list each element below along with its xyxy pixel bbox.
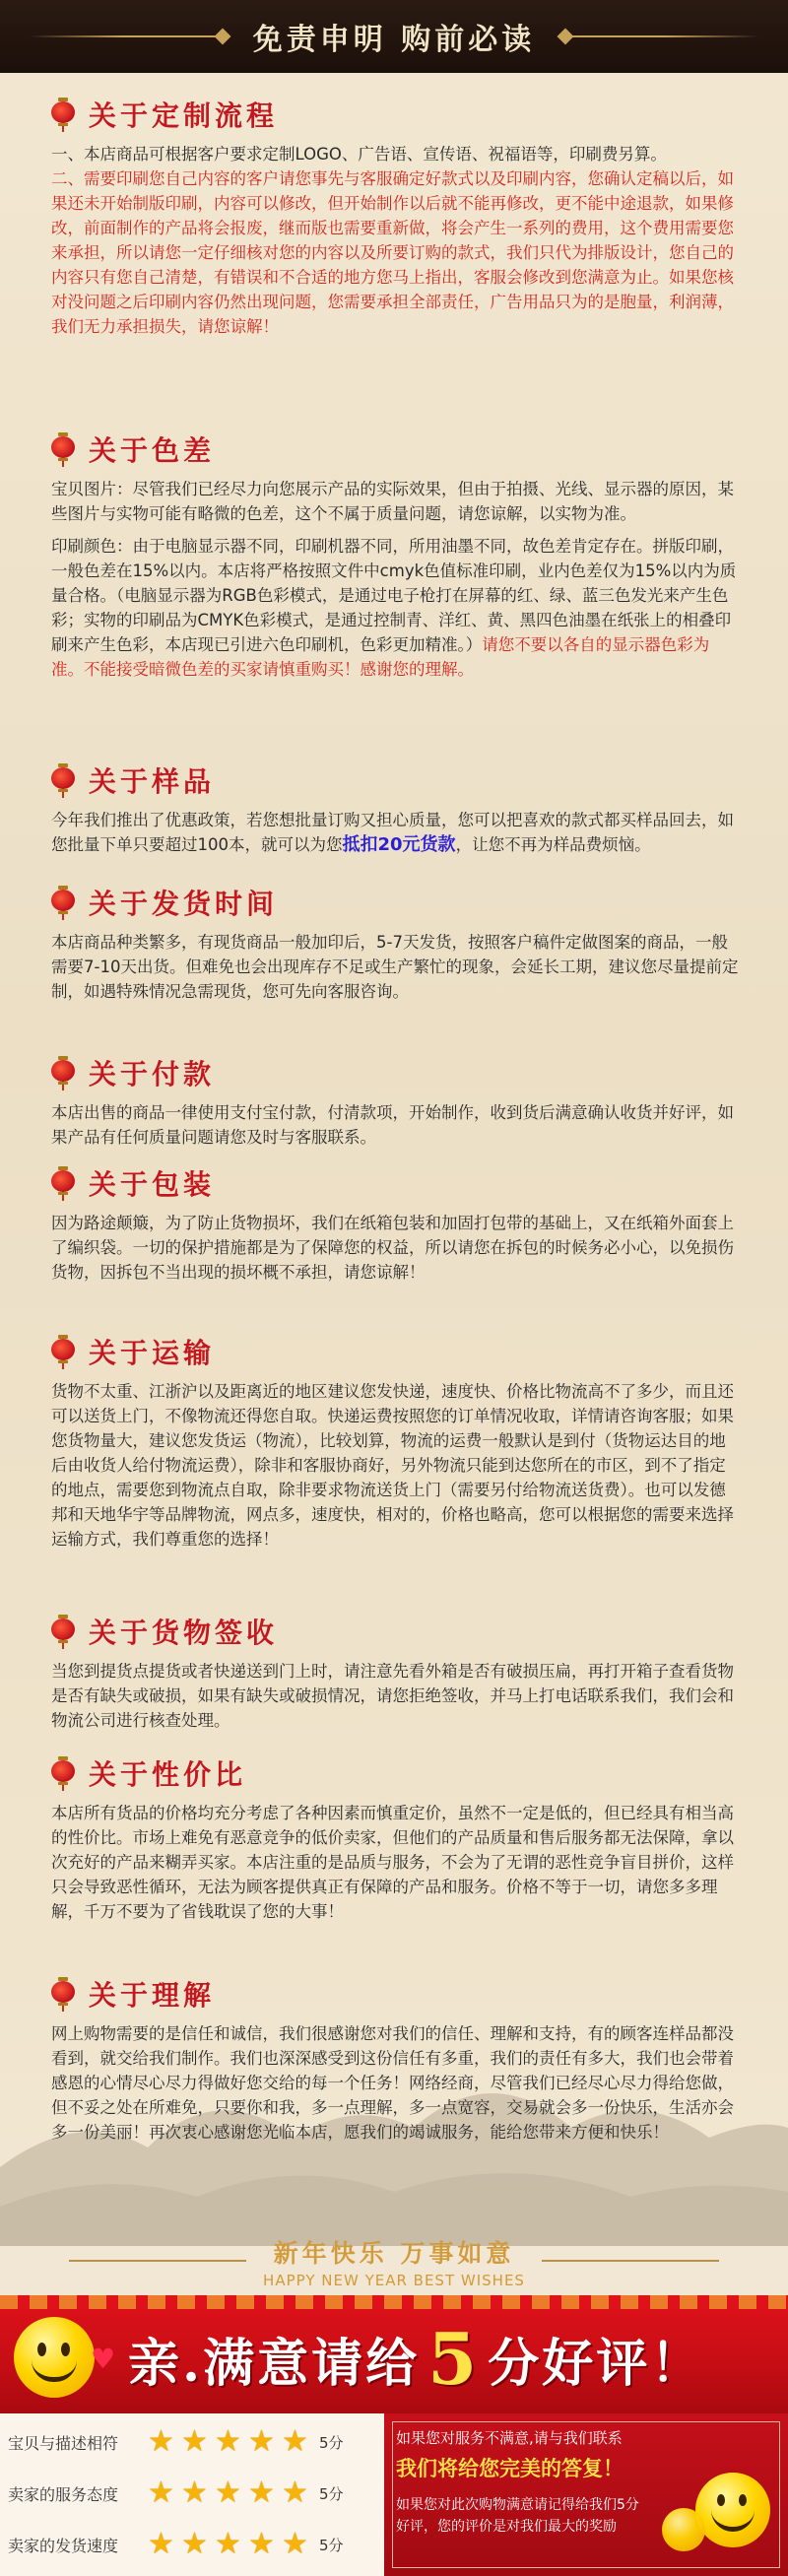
page-title: 免责申明 购前必读 (252, 23, 536, 57)
section-samples (51, 757, 741, 857)
section-receipt (51, 1608, 741, 1733)
banner-text (128, 2316, 705, 2401)
section-paragraph: 网上购物需要的是信任和诚信，我们很感谢您对我们的信任、理解和支持，有的顾客连样品都没看到，就交给我们制作。我们也深深感受到这份信任有多重，我们的责任有多大，我们也会带着感恩的心情尽心尽力得做好您交给的每一个任务！网络经商，尽管我们已经尽心尽力得给您做，但不妥之处在所难免，只要你和我，多一点理解，多一点宽容，交易就会多一份快乐，生活亦会多一份美丽！再次衷心感谢您光临本店，愿我们的竭诚服务，能给您带来方便和快乐！ (51, 2024, 734, 2142)
section-header (51, 1159, 741, 1207)
section-packaging (51, 1159, 741, 1285)
header-bar (0, 0, 788, 73)
section-title: 关于色差 (89, 434, 216, 467)
section-paragraph: 当您到提货点提货或者快递送到门上时，请注意先看外箱是否有破损压扁，再打开箱子查看货物是否有缺失或破损，如果有缺失或破损情况，请您拒绝签收，并马上打电话联系我们，我们会和物流公司进行核查处理。 (51, 1662, 734, 1730)
rating-score: 5分 (319, 2433, 344, 2452)
lantern-icon (51, 1056, 75, 1090)
banner-text-pre: 亲.满意请给 (128, 2333, 421, 2394)
rating-score: 5分 (319, 2484, 344, 2503)
section-shipping-time (51, 879, 741, 1004)
section-header (51, 426, 741, 473)
lantern-icon (51, 1166, 75, 1200)
star-icon: ★ (282, 2424, 308, 2459)
star-icon: ★ (248, 2424, 275, 2459)
section-color-difference (51, 426, 741, 682)
lantern-icon (51, 1977, 75, 2011)
banner-stripe (0, 2295, 788, 2309)
lantern-icon (51, 1756, 75, 1790)
paragraph-text: ，让您不再为样品费烦恼。 (455, 835, 651, 854)
rating-score: 5分 (319, 2536, 344, 2554)
star-icon: ★ (282, 2527, 308, 2561)
lantern-icon (51, 1615, 75, 1648)
section-title: 关于定制流程 (89, 99, 279, 132)
section-header (51, 757, 741, 804)
star-icon: ★ (181, 2476, 208, 2510)
section-title: 关于理解 (89, 1979, 216, 2012)
heart-icon: ♥ (91, 2343, 116, 2375)
greeting-rule-left (69, 2260, 246, 2262)
section-understanding (51, 1970, 741, 2145)
paragraph-text: 今年我们推出了优惠政策，若您想批量订购又担心质量，您可以把喜欢的款式都买样品回去，如您批量下单只要超过100本，就可以为您 (51, 811, 734, 854)
lantern-icon (51, 763, 75, 797)
section-payment (51, 1049, 741, 1150)
star-icon: ★ (248, 2476, 275, 2510)
rating-label: 卖家的服务态度 (8, 2484, 119, 2504)
section-title: 关于运输 (89, 1337, 216, 1369)
rating-label: 宝贝与描述相符 (8, 2433, 119, 2453)
section-paragraph: 货物不太重、江浙沪以及距离近的地区建议您发快递，速度快、价格比物流高不了多少，而且还可以送货上门，不像物流还得您自取。快递运费按照您的订单情况收取，详情请咨询客服；如果您货物量大，建议您发货运（物流），比较划算，物流的运费一般默认是到付（货物运达目的地后由收货人给付物流运费），除非和客服协商好，另外物流只能到达您所在的市区，到不了指定的地点，需要您到物流点自取，除非要求物流送货上门（需要另付给物流送货费）。也可以发德邦和天地华宇等品牌物流，网点多，速度快，相对的，价格也略高，您可以根据您的需要来选择运输方式，我们尊重您的选择！ (51, 1382, 734, 1549)
header-rule-left (30, 35, 217, 37)
section-value (51, 1750, 741, 1924)
header-rule-right (571, 35, 758, 37)
lantern-icon (51, 1335, 75, 1368)
section-custom-process (51, 91, 741, 339)
rating-panel (0, 2413, 384, 2576)
section-paragraph: 本店商品种类繁多，有现货商品一般加印后，5-7天发货，按照客户稿件定做图案的商品，一般需要7-10天出货。但难免也会出现库存不足或生产繁忙的现象，会延长工期，建议您尽量提前定制，如遇特殊情况急需现货，您可先向客服咨询。 (51, 933, 739, 1001)
section-transport (51, 1328, 741, 1552)
section-header (51, 1608, 741, 1655)
star-rating (148, 2527, 315, 2561)
section-title: 关于货物签收 (89, 1617, 279, 1649)
smiley-icon (695, 2473, 770, 2547)
lantern-icon (51, 98, 75, 131)
star-icon: ★ (181, 2527, 208, 2561)
star-icon: ★ (148, 2424, 174, 2459)
section-title: 关于发货时间 (89, 888, 279, 920)
paragraph-warning: 请您不要以各自的显示器色彩为准。不能接受暗微色差的买家请慎重购买！感谢您的理解。 (51, 635, 710, 679)
section-paragraph (51, 808, 741, 857)
section-header (51, 1750, 741, 1797)
section-paragraph (51, 534, 741, 682)
star-icon: ★ (215, 2424, 241, 2459)
star-icon: ★ (148, 2527, 174, 2561)
contact-box (384, 2413, 788, 2576)
header-diamond-left (215, 29, 231, 45)
section-paragraph: 本店所有货品的价格均充分考虑了各种因素而慎重定价，虽然不一定是低的，但已经具有相当高的性价比。市场上难免有恶意竞争的低价卖家，但他们的产品质量和售后服务都无法保障，拿以次充好的产品来糊弄买家。本店注重的是品质与服务，不会为了无谓的恶性竞争盲目拼价，这样只会导致恶性循环，无法为顾客提供真正有保障的产品和服务。价格不等于一切，请您多多理解，千万不要为了省钱耽误了您的大事！ (51, 1804, 734, 1921)
rating-label: 卖家的发货速度 (8, 2536, 119, 2555)
star-icon: ★ (282, 2476, 308, 2510)
lantern-icon (51, 886, 75, 919)
good-review-banner (0, 2295, 788, 2413)
section-paragraph: 因为路途颠簸，为了防止货物损坏，我们在纸箱包装和加固打包带的基础上，又在纸箱外面套上了编织袋。一切的保护措施都是为了保障您的权益，所以请您在拆包的时候务必小心，以免损伤货物，因拆包不当出现的损坏概不承担，请您谅解！ (51, 1214, 734, 1282)
section-title: 关于样品 (89, 765, 216, 798)
section-header (51, 1970, 741, 2017)
smiley-icon (14, 2317, 95, 2398)
greeting-rule-right (542, 2260, 719, 2262)
rating-row (0, 2526, 384, 2563)
contact-line-2: 我们将给您完美的答复！ (396, 2457, 624, 2480)
star-rating (148, 2424, 315, 2459)
discount-highlight: 抵扣20元货款 (342, 834, 456, 855)
section-paragraph: 二、需要印刷您自己内容的客户请您事先与客服确定好款式以及印刷内容，您确认定稿以后，如果还未开始制版印刷，内容可以修改，但开始制作以后就不能再修改，更不能中途退款，如果修改，前面制作的产品将会报废，继而版也需要重新做，将会产生一系列的费用，这个费用需要您来承担，所以请您一定仔细核对您的内容以及所要订购的款式，我们只代为排版设计，您自己的内容只有您自己清楚，有错误和不合适的地方您马上指出，客服会修改到您满意为止。如果您核对没问题之后印刷内容仍然出现问题，您需要承担全部责任，广告用品只为的是胞量，利润薄，我们无力承担损失，请您谅解！ (51, 169, 734, 336)
star-icon: ★ (248, 2527, 275, 2561)
paragraph-text: 印刷颜色：由于电脑显示器不同，印刷机器不同，所用油墨不同，故色差肯定存在。拼版印刷，一般色差在15%以内。本店将严格按照文件中cmyk色值标准印刷，业内色差仅为15%以内为质量合格。（电脑显示器为RGB色彩模式，是通过电子枪打在屏幕的红、绿、蓝三色发光来产生色彩；实物的印刷品为CMYK色彩模式，是通过控制青、洋红、黄、黑四色油墨在纸张上的相叠印刷来产生色彩，本店现已引进六色印刷机，色彩更加精准。） (51, 537, 737, 654)
rating-row (0, 2423, 384, 2461)
greeting-chinese: 新年快乐 万事如意 (273, 2239, 515, 2268)
contact-line-3: 如果您对此次购物满意请记得给我们5分好评，您的评价是对我们最大的奖励 (396, 2497, 639, 2535)
greeting-english: HAPPY NEW YEAR BEST WISHES (263, 2272, 525, 2289)
section-paragraph: 一、本店商品可根据客户要求定制LOGO、广告语、宣传语、祝福语等，印刷费另算。 (51, 145, 667, 164)
star-rating (148, 2478, 315, 2508)
section-header (51, 1328, 741, 1375)
section-title: 关于性价比 (89, 1758, 247, 1791)
star-icon: ★ (148, 2476, 174, 2510)
section-header (51, 1049, 741, 1096)
banner-text-post: 分好评！ (488, 2333, 705, 2394)
small-smiley-icon (662, 2508, 705, 2551)
banner-number: 5 (427, 2316, 481, 2401)
star-icon: ★ (215, 2476, 241, 2510)
star-icon: ★ (181, 2424, 208, 2459)
star-icon: ★ (215, 2527, 241, 2561)
contact-line-1: 如果您对服务不满意,请与我们联系 (396, 2429, 623, 2447)
section-paragraph: 宝贝图片：尽管我们已经尽力向您展示产品的实际效果，但由于拍摄、光线、显示器的原因，某些图片与实物可能有略微的色差，这个不属于质量问题，请您谅解，以实物为准。 (51, 480, 734, 523)
section-title: 关于包装 (89, 1168, 216, 1201)
section-header (51, 91, 741, 138)
lantern-icon (51, 432, 75, 466)
section-paragraph: 本店出售的商品一律使用支付宝付款，付清款项，开始制作，收到货后满意确认收货并好评，如果产品有任何质量问题请您及时与客服联系。 (51, 1103, 734, 1147)
section-title: 关于付款 (89, 1058, 216, 1090)
section-header (51, 879, 741, 926)
rating-row (0, 2475, 384, 2512)
new-year-greeting (0, 2234, 788, 2289)
